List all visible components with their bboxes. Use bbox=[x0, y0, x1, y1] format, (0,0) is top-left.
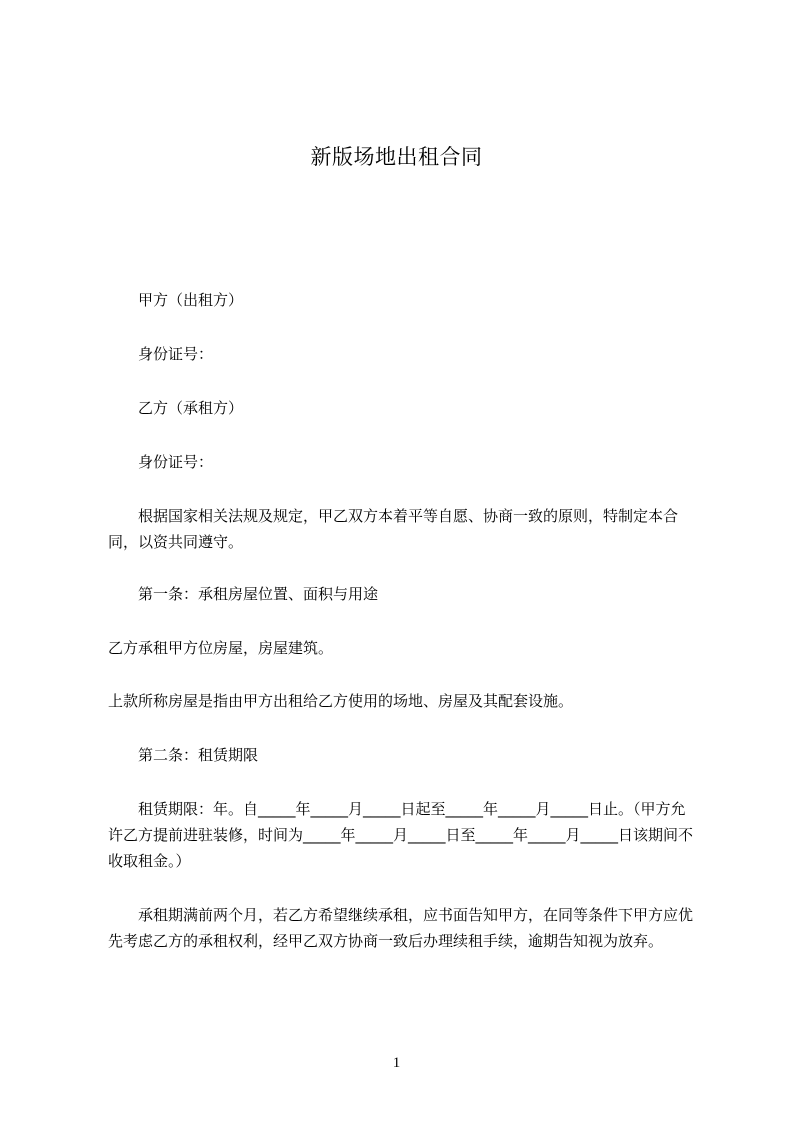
party-b-label: 乙方（承租方） bbox=[108, 399, 244, 417]
article-1-location-paragraph: 乙方承租甲方位房屋，房屋建筑。 bbox=[108, 639, 334, 657]
party-a-id-label: 身份证号： bbox=[108, 345, 214, 363]
article-1-definition-paragraph: 上款所称房屋是指由甲方出租给乙方使用的场地、房屋及其配套设施。 bbox=[108, 692, 574, 710]
party-a-label: 甲方（出租方） bbox=[108, 291, 244, 309]
lease-term-paragraph: 租赁期限：年。自_____年_____月_____日起至_____年_____月_____日止。（甲方允许乙方提前进驻装修，时间为_____年_____月_____日至_____年_____月_____日该期间不收取租金。） bbox=[108, 800, 694, 870]
preamble-paragraph: 根据国家相关法规及规定，甲乙双方本着平等自愿、协商一致的原则，特制定本合同，以资共同遵守。 bbox=[108, 507, 679, 551]
article-1-heading: 第一条：承租房屋位置、面积与用途 bbox=[108, 585, 379, 603]
document-title: 新版场地出租合同 bbox=[310, 145, 483, 169]
party-b-id-label: 身份证号： bbox=[108, 453, 214, 471]
renewal-paragraph: 承租期满前两个月，若乙方希望继续承租，应书面告知甲方，在同等条件下甲方应优先考虑乙方的承租权利，经甲乙双方协商一致后办理续租手续，逾期告知视为放弃。 bbox=[108, 906, 694, 950]
page-number: 1 bbox=[392, 1055, 401, 1071]
article-2-heading: 第二条：租赁期限 bbox=[108, 746, 259, 764]
